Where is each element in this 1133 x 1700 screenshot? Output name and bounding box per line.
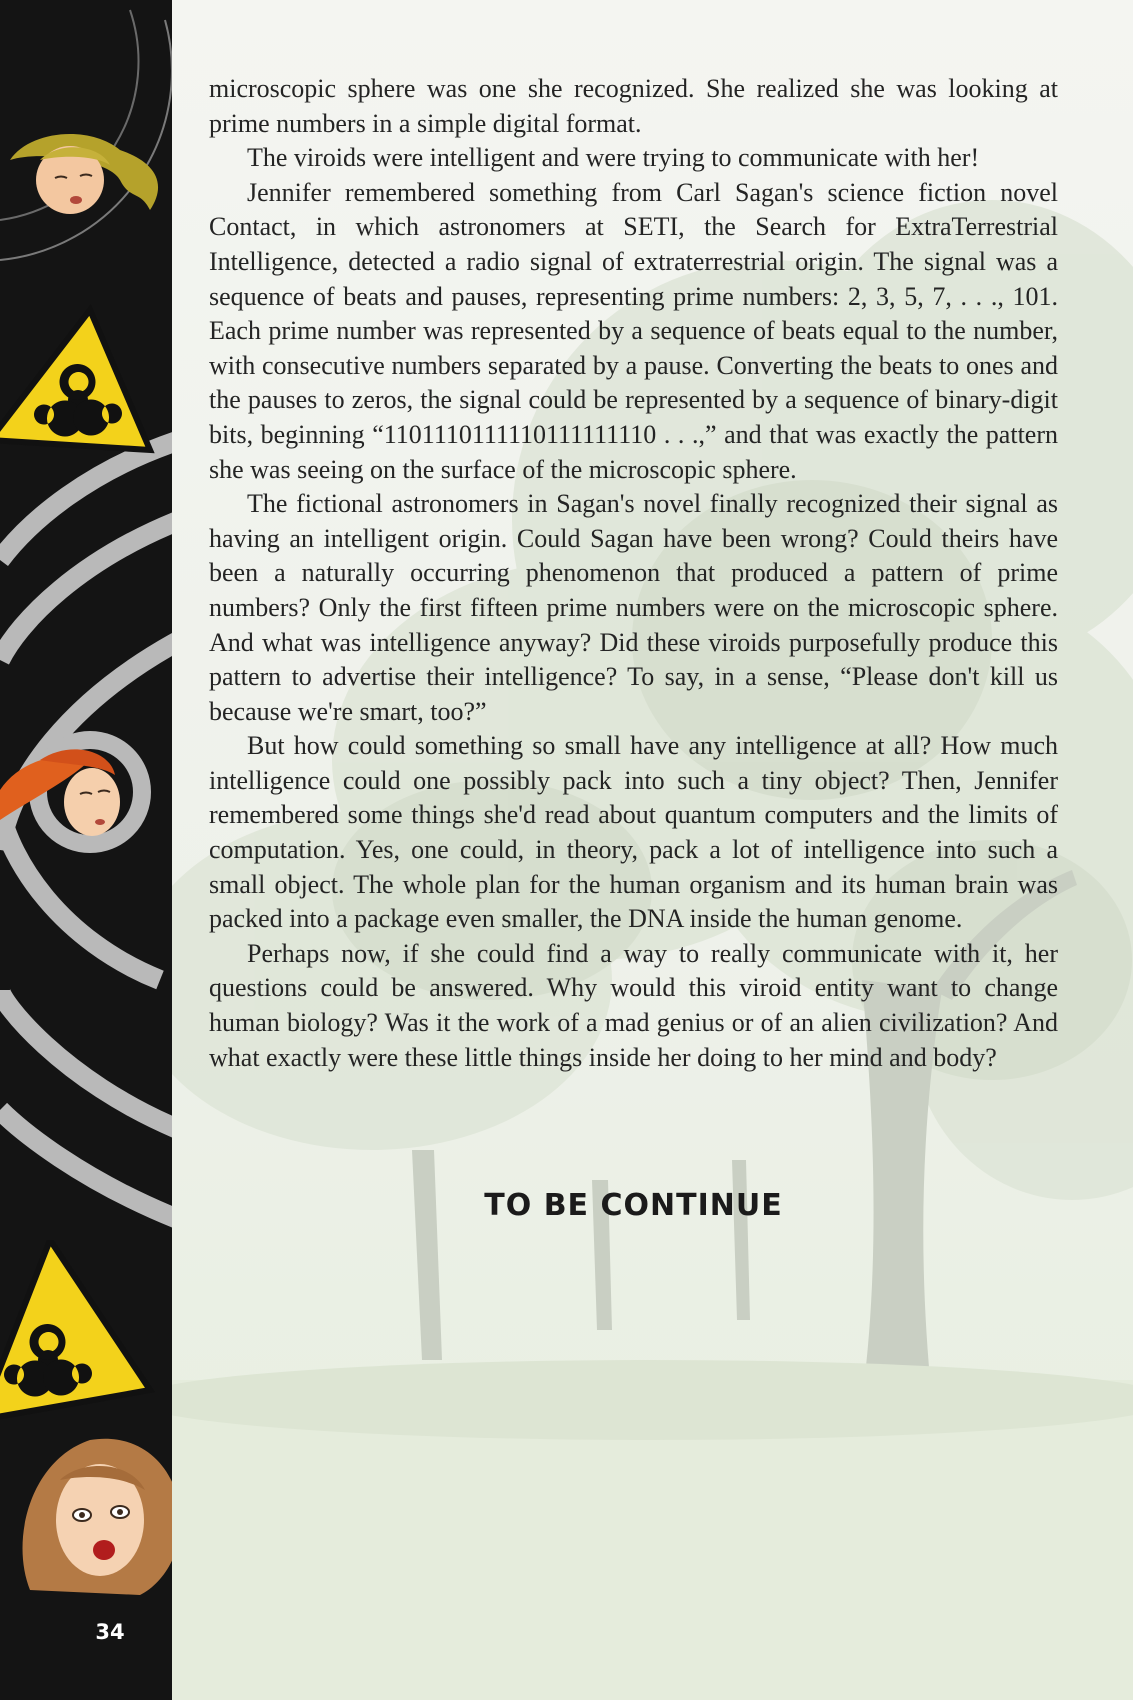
biohazard-icon (0, 300, 172, 460)
paragraph: But how could something so small have any intelligence at all? How much intelligence could one possibly pack into such a tiny object? Then, Jennifer remembered some things she'd read about quantum computers and the limits of computation. Yes, one could, in theory, pack a lot of intelligence into such a small object. The whole plan for the human organism and its human brain was packed into a package even smaller, the DNA inside the human genome. (209, 731, 1058, 934)
paragraph: The fictional astronomers in Sagan's novel finally recognized their signal as having an intelligent origin. Could Sagan have been wrong? Could theirs have been a naturally occurring phenomenon that produced a pattern of prime numbers? Only the first fifteen prime numbers were on the microscopic sphere. And what was intelligence anyway? Did these viroids purposefully produce this pattern to advertise their intelligence? To say, in a sense, “Please don't kill us because we're smart, too?” (209, 489, 1058, 726)
face-redhead-icon (0, 730, 172, 850)
biohazard-icon (0, 1240, 172, 1430)
face-brunette-icon (0, 1420, 172, 1600)
decorative-side-strip (0, 0, 172, 1700)
paragraph: Jennifer remembered something from Carl Sagan's science fiction novel Contact, in which astronomers at SETI, the Search for ExtraTerrestrial Intelligence, detected a radio signal of extraterrestrial origin. The signal was a sequence of beats and pauses, representing prime numbers: 2, 3, 5, 7, . . ., 101. Each prime number was represented by a sequence of beats equal to the number, with consecutive numbers separated by a pause. Converting the beats to ones and the pauses to zeros, the signal could be represented by a sequence of binary-digit bits, beginning “1101110111110111111110 . . .,” and that was exactly the pattern she was seeing on the surface of the microscopic sphere. (209, 177, 1058, 484)
closing-heading: TO BE CONTINUE (484, 1188, 783, 1223)
paragraph: The viroids were intelligent and were trying to communicate with her! (247, 143, 980, 173)
paragraph: Perhaps now, if she could find a way to really communicate with it, her questions could be answered. Why would this viroid entity want to change human biology? Was it the work of a mad genius or of an alien civilization? And what exactly were these little things inside her doing to her mind and body? (209, 938, 1058, 1072)
page-number: 34 (95, 1620, 125, 1644)
face-blonde-icon (0, 120, 172, 230)
paragraph: microscopic sphere was one she recognized. She realized she was looking at prime numbers in a simple digital format. (209, 74, 1058, 138)
story-text (209, 72, 1058, 1075)
